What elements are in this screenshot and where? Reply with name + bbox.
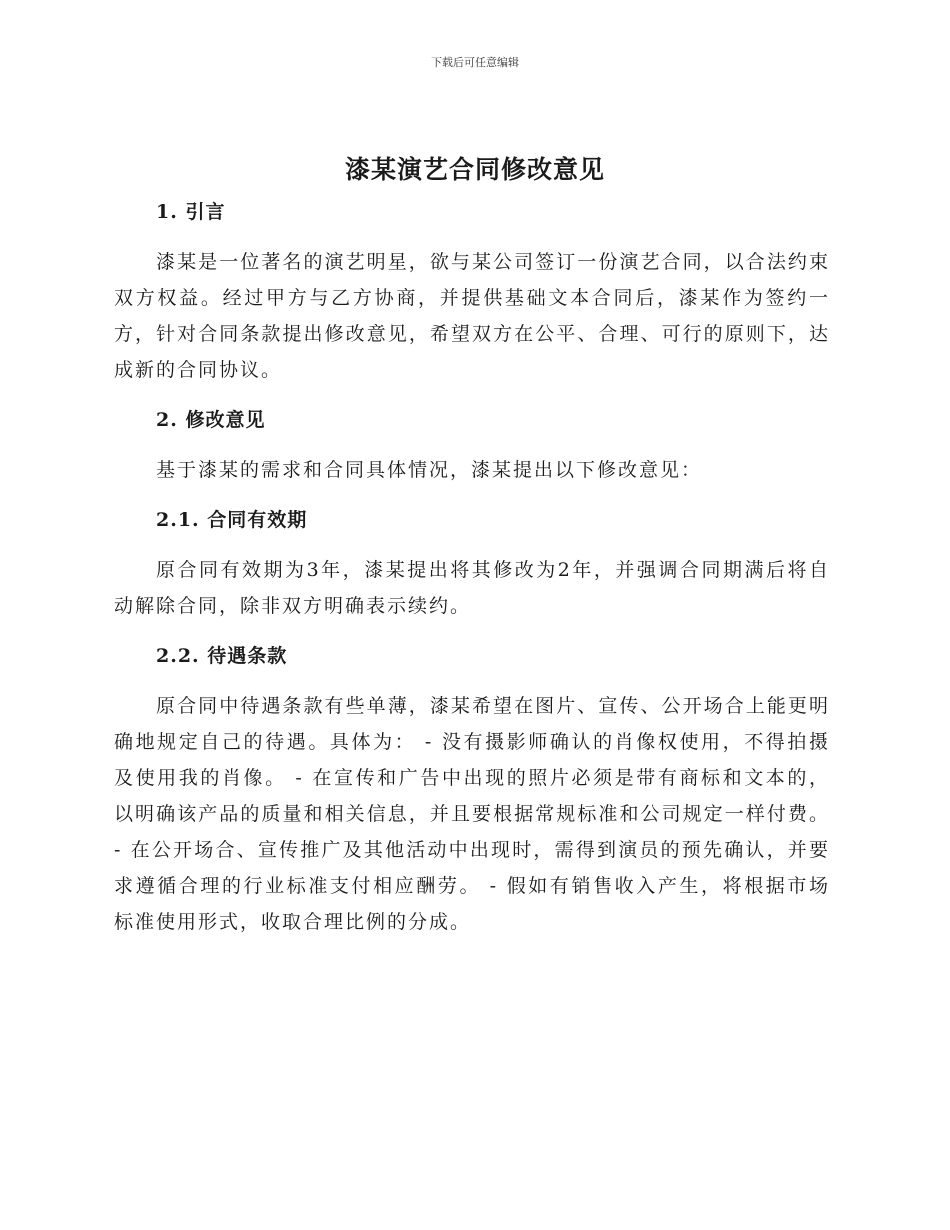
section-heading-treatment: 2.2. 待遇条款	[156, 645, 288, 667]
document-title: 漆某演艺合同修改意见	[344, 155, 605, 184]
paragraph-intro: 漆某是一位著名的演艺明星，欲与某公司签订一份演艺合同，以合法约束双方权益。经过甲方与乙方协商，并提供基础文本合同后，漆某作为签约一方，针对合同条款提出修改意见，希望双方在公平、合理、可行的原则下，达成新的合同协议。	[114, 251, 830, 381]
section-heading-validity: 2.1. 合同有效期	[156, 509, 308, 531]
page-header-note: 下载后可任意编辑	[431, 56, 519, 69]
section-heading-revisions: 2. 修改意见	[156, 409, 266, 431]
paragraph-revisions: 基于漆某的需求和合同具体情况，漆某提出以下修改意见：	[156, 459, 703, 481]
paragraph-treatment: 原合同中待遇条款有些单薄，漆某希望在图片、宣传、公开场合上能更明确地规定自己的待遇。具体为： - 没有摄影师确认的肖像权使用，不得拍摄及使用我的肖像。 - 在宣传和广告中出现的照片必须是带有商标和文本的，以明确该产品的质量和相关信息，并且要根据常规标准和公司规定一样付费。 - 在公开场合、宣传推广及其他活动中出现时，需得到演员的预先确认，并要求遵循合理的行业标准支付相应酬劳。 - 假如有销售收入产生，将根据市场标准使用形式，收取合理比例的分成。	[114, 695, 830, 933]
paragraph-validity: 原合同有效期为3年，漆某提出将其修改为2年，并强调合同期满后将自动解除合同，除非双方明确表示续约。	[114, 559, 830, 617]
document-body	[114, 196, 830, 940]
section-heading-intro: 1. 引言	[156, 201, 226, 223]
